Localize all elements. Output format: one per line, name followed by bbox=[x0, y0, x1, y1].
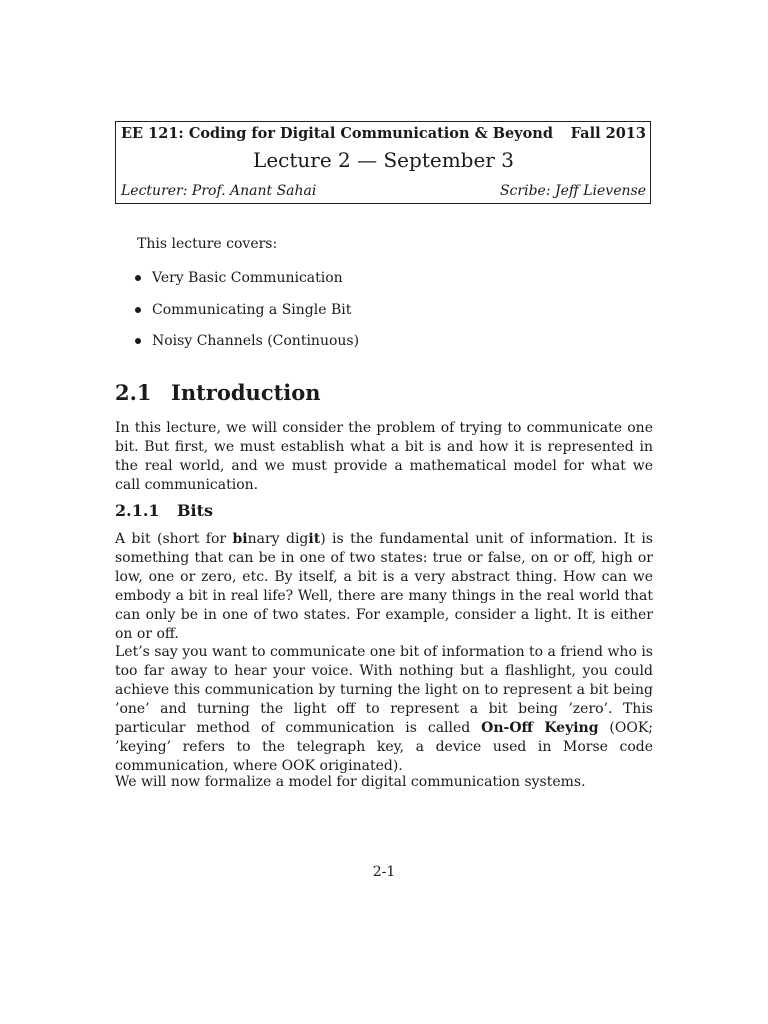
section-title: Introduction bbox=[171, 380, 321, 405]
closing-paragraph: We will now formalize a model for digital communication systems. bbox=[115, 774, 586, 790]
ook-paragraph: Let’s say you want to communicate one bit of information to a friend who is too far away to hear your voice. With nothing but a flashlight, you could achieve this communication by turning the light on to represent a bit being ’one’ and turning the light off to represent a bit being ’zero’. This particular method of communication is called On-Off Keying (OOK; ’keying’ refers to the telegraph key, a device used in Morse code communication, where OOK originated). bbox=[115, 644, 653, 774]
subsection-heading bbox=[115, 501, 213, 520]
term: Fall 2013 bbox=[570, 125, 646, 142]
bullet-icon bbox=[135, 307, 141, 313]
bullet-icon bbox=[135, 275, 141, 281]
scribe: Scribe: Jeff Lievense bbox=[499, 183, 646, 199]
section-heading bbox=[115, 380, 321, 405]
lecture-title: Lecture 2 — September 3 bbox=[253, 148, 514, 172]
course-title: EE 121: Coding for Digital Communication & Beyond bbox=[121, 125, 553, 142]
subsection-number: 2.1.1 bbox=[115, 501, 160, 520]
lecturer: Lecturer: Prof. Anant Sahai bbox=[121, 183, 317, 199]
list-item: Very Basic Communication bbox=[131, 270, 359, 302]
ook-term: On-Off Keying bbox=[481, 720, 599, 736]
bullet-icon bbox=[135, 338, 141, 344]
covers-intro: This lecture covers: bbox=[137, 236, 278, 252]
lecture-header-box bbox=[115, 121, 651, 204]
intro-paragraph: In this lecture, we will consider the problem of trying to communicate one bit. But first, we must establish what a bit is and how it is represented in the real world, and we must provide a mathematical model for what we call communication. bbox=[115, 420, 653, 493]
list-item: Communicating a Single Bit bbox=[131, 302, 359, 334]
bits-paragraph: A bit (short for binary digit) is the fundamental unit of information. It is something that can be in one of two states: true or false, on or off, high or low, one or zero, etc. By itself, a bit is a very abstract thing. How can we embody a bit in real life? Well, there are many things in the real world that can only be in one of two states. For example, consider a light. It is either on or off. bbox=[115, 531, 653, 642]
subsection-title: Bits bbox=[177, 501, 213, 520]
list-item: Noisy Channels (Continuous) bbox=[131, 333, 359, 365]
page-number: 2-1 bbox=[372, 864, 396, 880]
section-number: 2.1 bbox=[115, 380, 152, 405]
covers-list bbox=[131, 270, 359, 365]
